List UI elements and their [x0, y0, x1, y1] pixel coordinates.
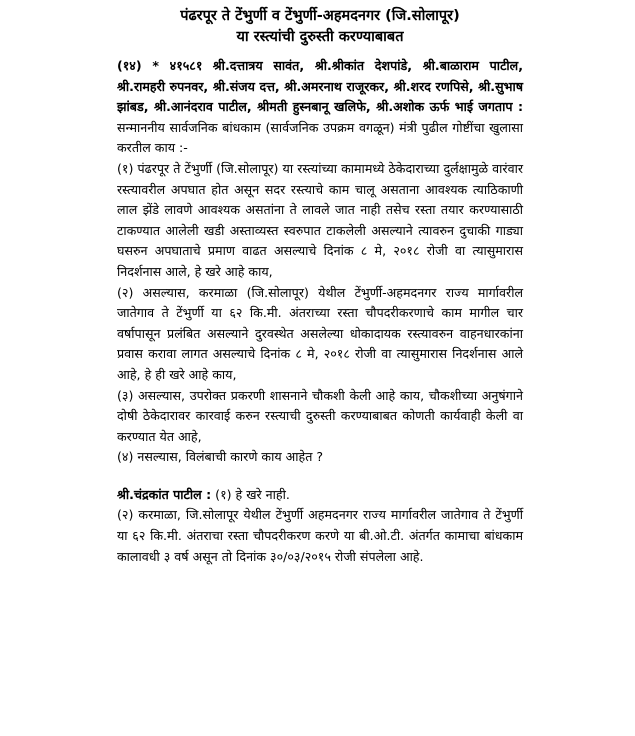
question-number: (१४) * ४१५८१ [117, 58, 203, 73]
document-title [117, 6, 523, 48]
question-part-1: (१) पंढरपूर ते टेंभुर्णी (जि.सोलापूर) या रस्त्यांच्या कामामध्ये ठेकेदाराच्या दुर्लक्षामुळे वारंवार रस्त्यावरील अपघात होत असून सदर रस्त्याचे काम चालू असताना आवश्यक त्याठिकाणी लाल झेंडे लावणे आवश्यक असतांना ते लावले जात नाही तसेच रस्ता तयार करण्यासाठी टाकण्यात आलेली खडी अस्ताव्यस्त स्वरुपात टाकलेली असल्याने त्यावरुन दुचाकी गाड्या घसरुन अपघाताचे प्रमाण वाढत असल्याचे दिनांक ८ मे, २०१८ रोजी वा त्यासुमारास निदर्शनास आले, हे खरे आहे काय, [117, 160, 523, 279]
answer-minister: श्री.चंद्रकांत पाटील : [117, 486, 212, 502]
question-intro [117, 56, 523, 159]
title-line-2: या रस्त्यांची दुरुस्ती करण्याबाबत [236, 29, 404, 45]
question-members: श्री.दत्तात्रय सावंत, श्री.श्रीकांत देशपांडे, श्री.बाळाराम पाटील, श्री.रामहरी रुपनवर, श्री.संजय दत्त, श्री.अमरनाथ राजूरकर, श्री.शरद रणपिसे, श्री.सुभाष झांबड, श्री.आनंदराव पाटील, श्रीमती हुस्नबानू खलिफे, श्री.अशोक ऊर्फ भाई जगताप : [117, 58, 523, 115]
question-part-2: (२) असल्यास, करमाळा (जि.सोलापूर) येथील टेंभुर्णी-अहमदनगर राज्य मार्गावरील जातेगाव ते टेंभुर्णी या ६२ कि.मी. अंतराच्या रस्ता चौपदरीकरणाचे काम मागील चार वर्षापासून प्रलंबित असल्याने दुरवस्थेत असलेल्या धोकादायक रस्त्यावरुन वाहनधारकांना प्रवास करावा लागत असल्याचे दिनांक ८ मे, २०१८ रोजी वा त्यासुमारास निदर्शनास आले आहे, हे ही खरे आहे काय, [117, 284, 523, 382]
answer-part-1: (१) हे खरे नाही. [215, 486, 290, 502]
question-addressed-to: सन्माननीय सार्वजनिक बांधकाम (सार्वजनिक उपक्रम वगळून) मंत्री पुढील गोष्टींचा खुलासा करतील काय :- [117, 119, 523, 156]
title-line-1: पंढरपूर ते टेंभुर्णी व टेंभुर्णी-अहमदनगर (जि.सोलापूर) [180, 8, 460, 24]
answer-part-1-line [117, 485, 523, 506]
question-part-4: (४) नसल्यास, विलंबाची कारणे काय आहेत ? [117, 449, 324, 465]
section-spacer [117, 468, 523, 485]
question-part-3: (३) असल्यास, उपरोक्त प्रकरणी शासनाने चौकशी केली आहे काय, चौकशीच्या अनुषंगाने दोषी ठेकेदारावर कारवाई करुन रस्त्याची दुरुस्ती करण्याबाबत कोणती कार्यवाही केली वा करण्यात येत आहे, [117, 387, 523, 444]
question-section [117, 56, 523, 567]
answer-part-2: (२) करमाळा, जि.सोलापूर येथील टेंभुर्णी अहमदनगर राज्य मार्गावरील जातेगाव ते टेंभुर्णी या ६२ कि.मी. अंतराचा रस्ता चौपदरीकरण करणे या बी.ओ.टी. अंतर्गत कामाचा बांधकाम कालावधी ३ वर्ष असून तो दिनांक ३०/०३/२०१५ रोजी संपलेला आहे. [117, 507, 523, 564]
